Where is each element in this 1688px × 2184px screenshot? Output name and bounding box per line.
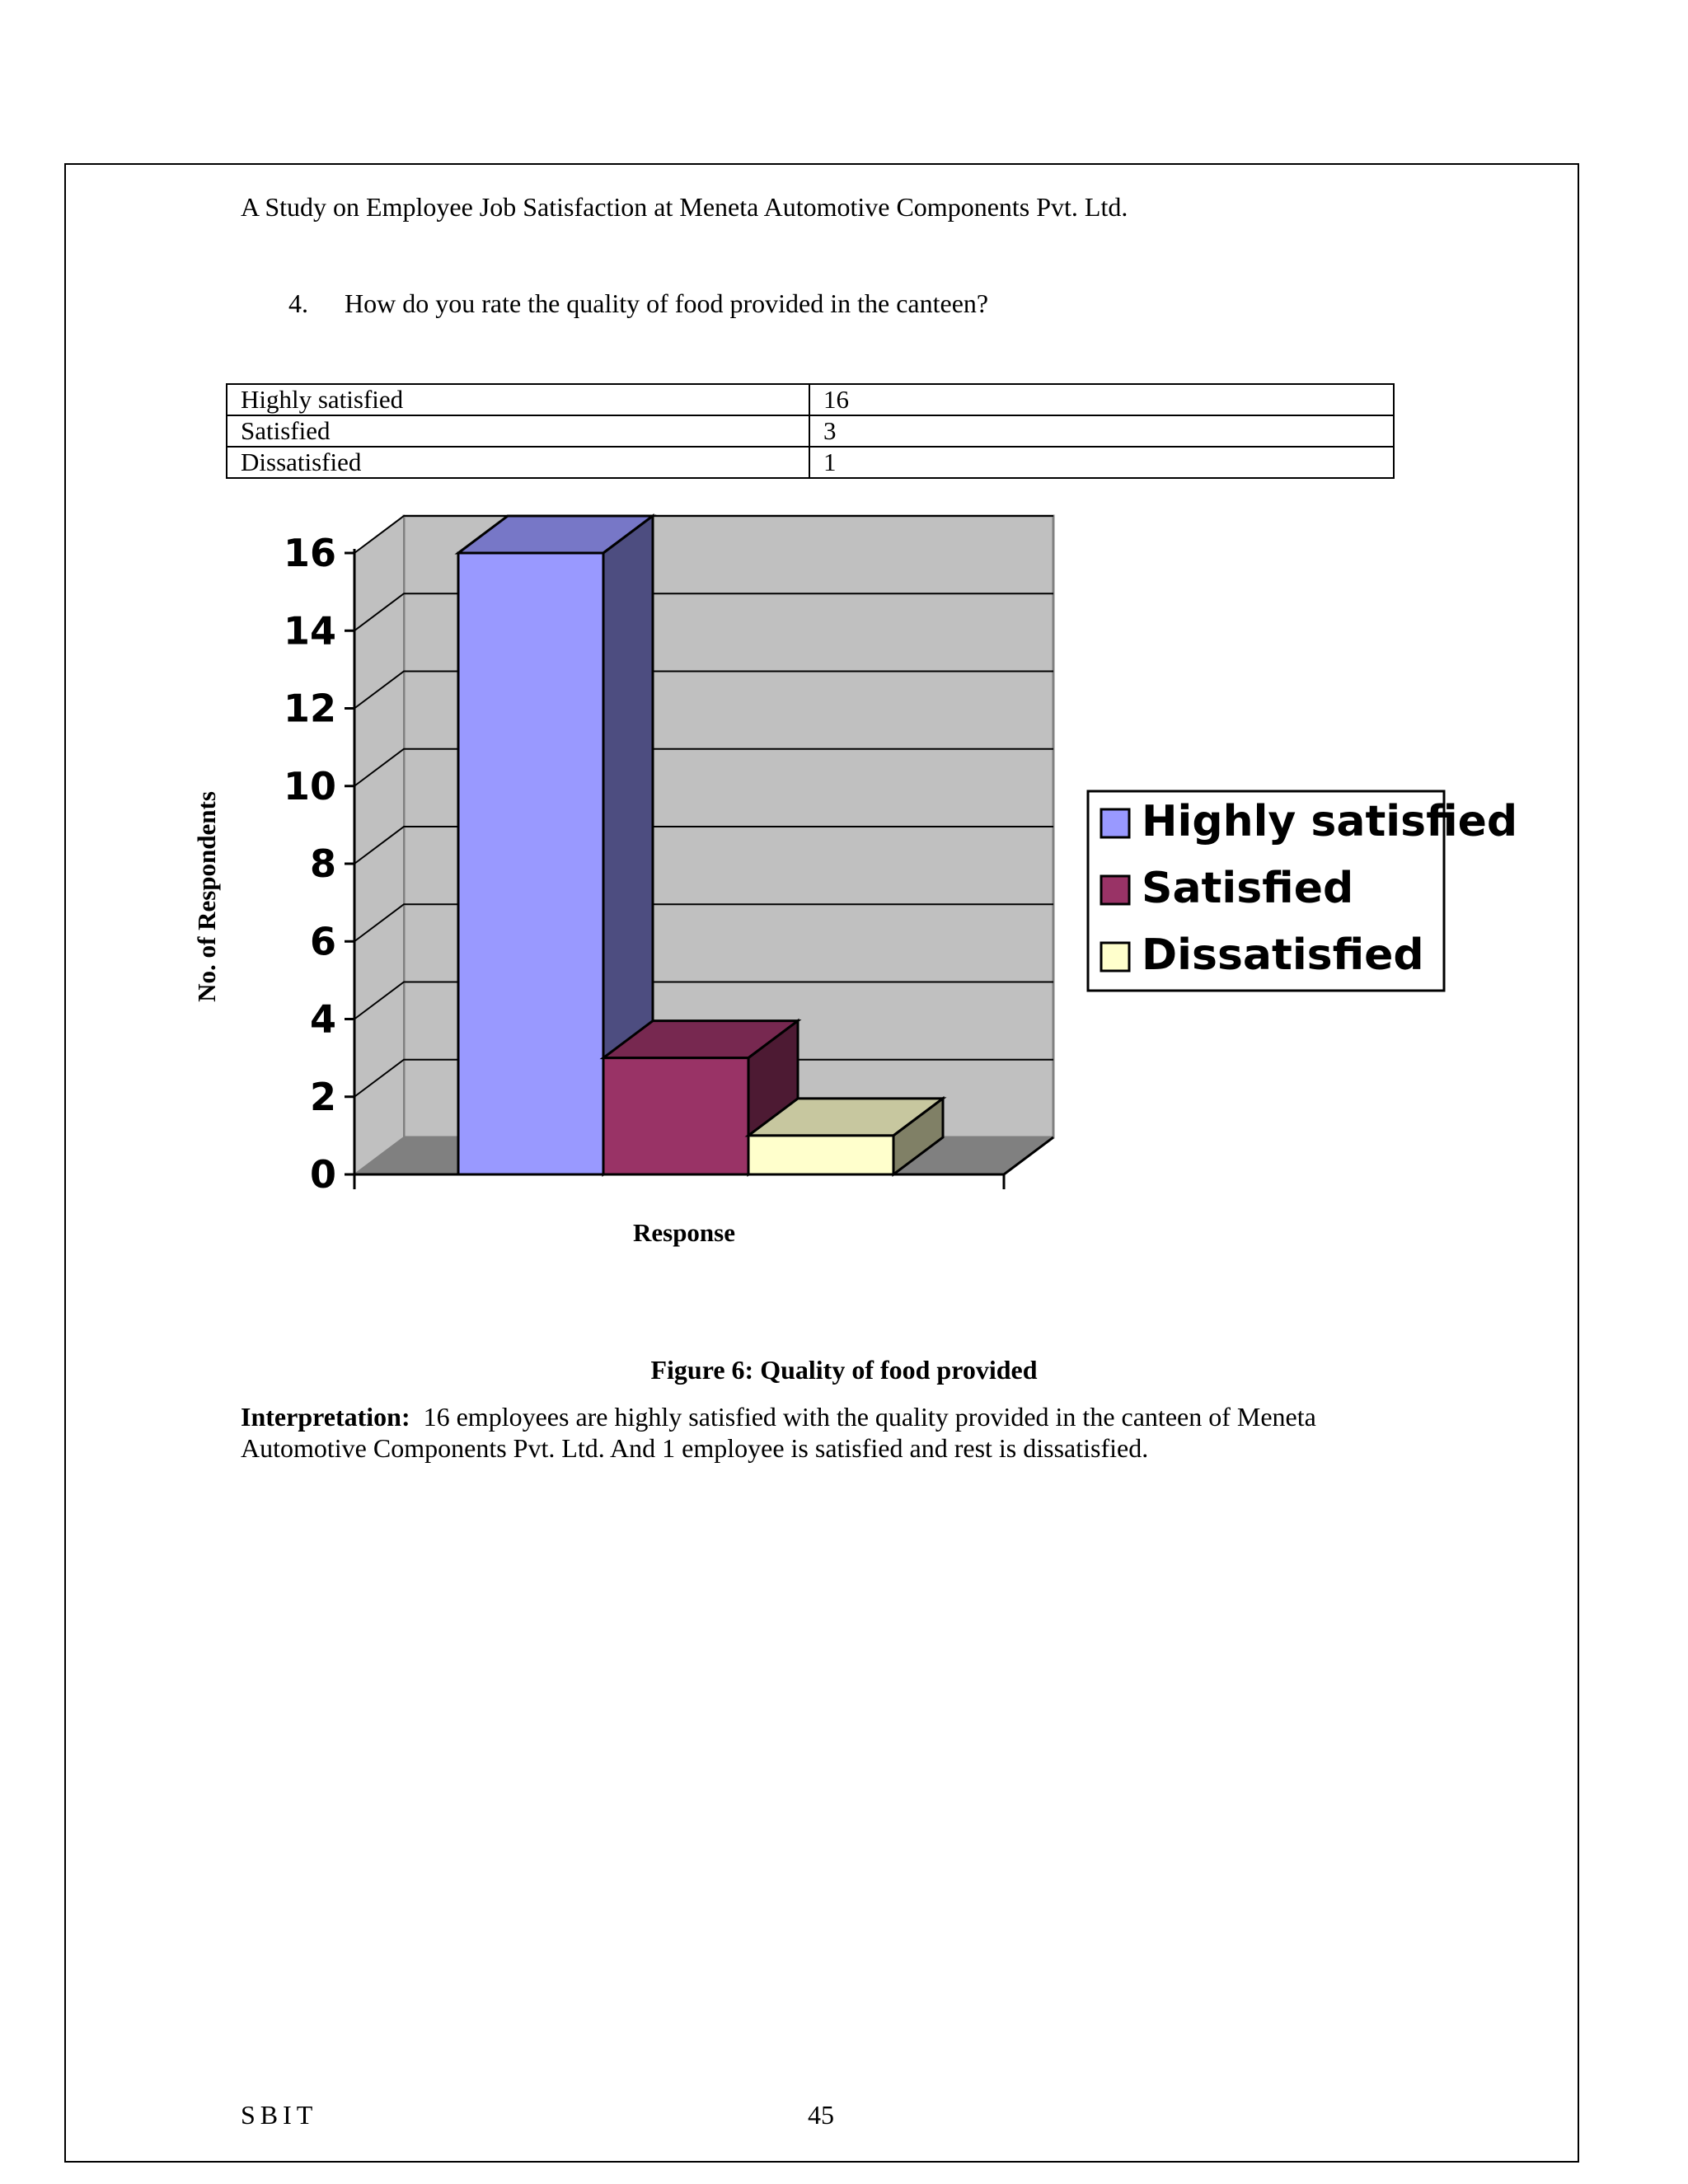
table-cell-label: Highly satisfied [227, 384, 809, 415]
x-axis-title: Response [632, 1218, 736, 1247]
figure-caption: Figure 6: Quality of food provided [650, 1355, 1038, 1385]
bar-chart [0, 494, 1688, 1286]
table-cell-value: 1 [809, 447, 1394, 478]
table-row [227, 415, 1394, 447]
y-tick-label: 14 [283, 608, 336, 654]
y-tick-label: 0 [309, 1152, 336, 1197]
y-tick-label: 8 [309, 841, 336, 886]
legend-label: Satisfied [1142, 864, 1354, 913]
y-axis-title: No. of Respondents [192, 791, 221, 1002]
table-row [227, 447, 1394, 478]
legend-label: Dissatisfied [1142, 930, 1424, 980]
y-tick-label: 10 [283, 763, 336, 808]
table-cell-label: Dissatisfied [227, 447, 809, 478]
interpretation-text: 16 employees are highly satisfied with the quality provided in the canteen of Meneta Automotive Components Pvt. Ltd. And 1 employee is satisfied and rest is dissatisfied. [241, 1402, 1316, 1463]
question [288, 288, 988, 319]
table-row [227, 384, 1394, 415]
data-table [226, 383, 1395, 479]
interpretation-label: Interpretation: [241, 1402, 410, 1432]
bar [748, 1136, 893, 1174]
y-tick-label: 2 [309, 1074, 336, 1119]
y-tick-label: 4 [309, 996, 336, 1042]
footer-page-number: 45 [808, 2100, 834, 2130]
legend-swatch [1101, 809, 1129, 837]
legend-swatch [1101, 943, 1129, 971]
legend-swatch [1101, 876, 1129, 904]
legend-label: Highly satisfied [1142, 797, 1518, 846]
table-cell-value: 16 [809, 384, 1394, 415]
table-cell-value: 3 [809, 415, 1394, 447]
bar [603, 1058, 748, 1174]
footer-institution: SBIT [241, 2100, 318, 2130]
y-tick-label: 12 [283, 686, 336, 731]
question-number: 4. [288, 288, 308, 318]
bar [458, 553, 603, 1174]
y-tick-label: 16 [283, 531, 336, 575]
table-cell-label: Satisfied [227, 415, 809, 447]
interpretation [241, 1401, 1395, 1464]
question-text: How do you rate the quality of food provided in the canteen? [345, 288, 989, 318]
header-title: A Study on Employee Job Satisfaction at Meneta Automotive Components Pvt. Ltd. [241, 192, 1128, 222]
y-tick-label: 6 [309, 919, 336, 964]
